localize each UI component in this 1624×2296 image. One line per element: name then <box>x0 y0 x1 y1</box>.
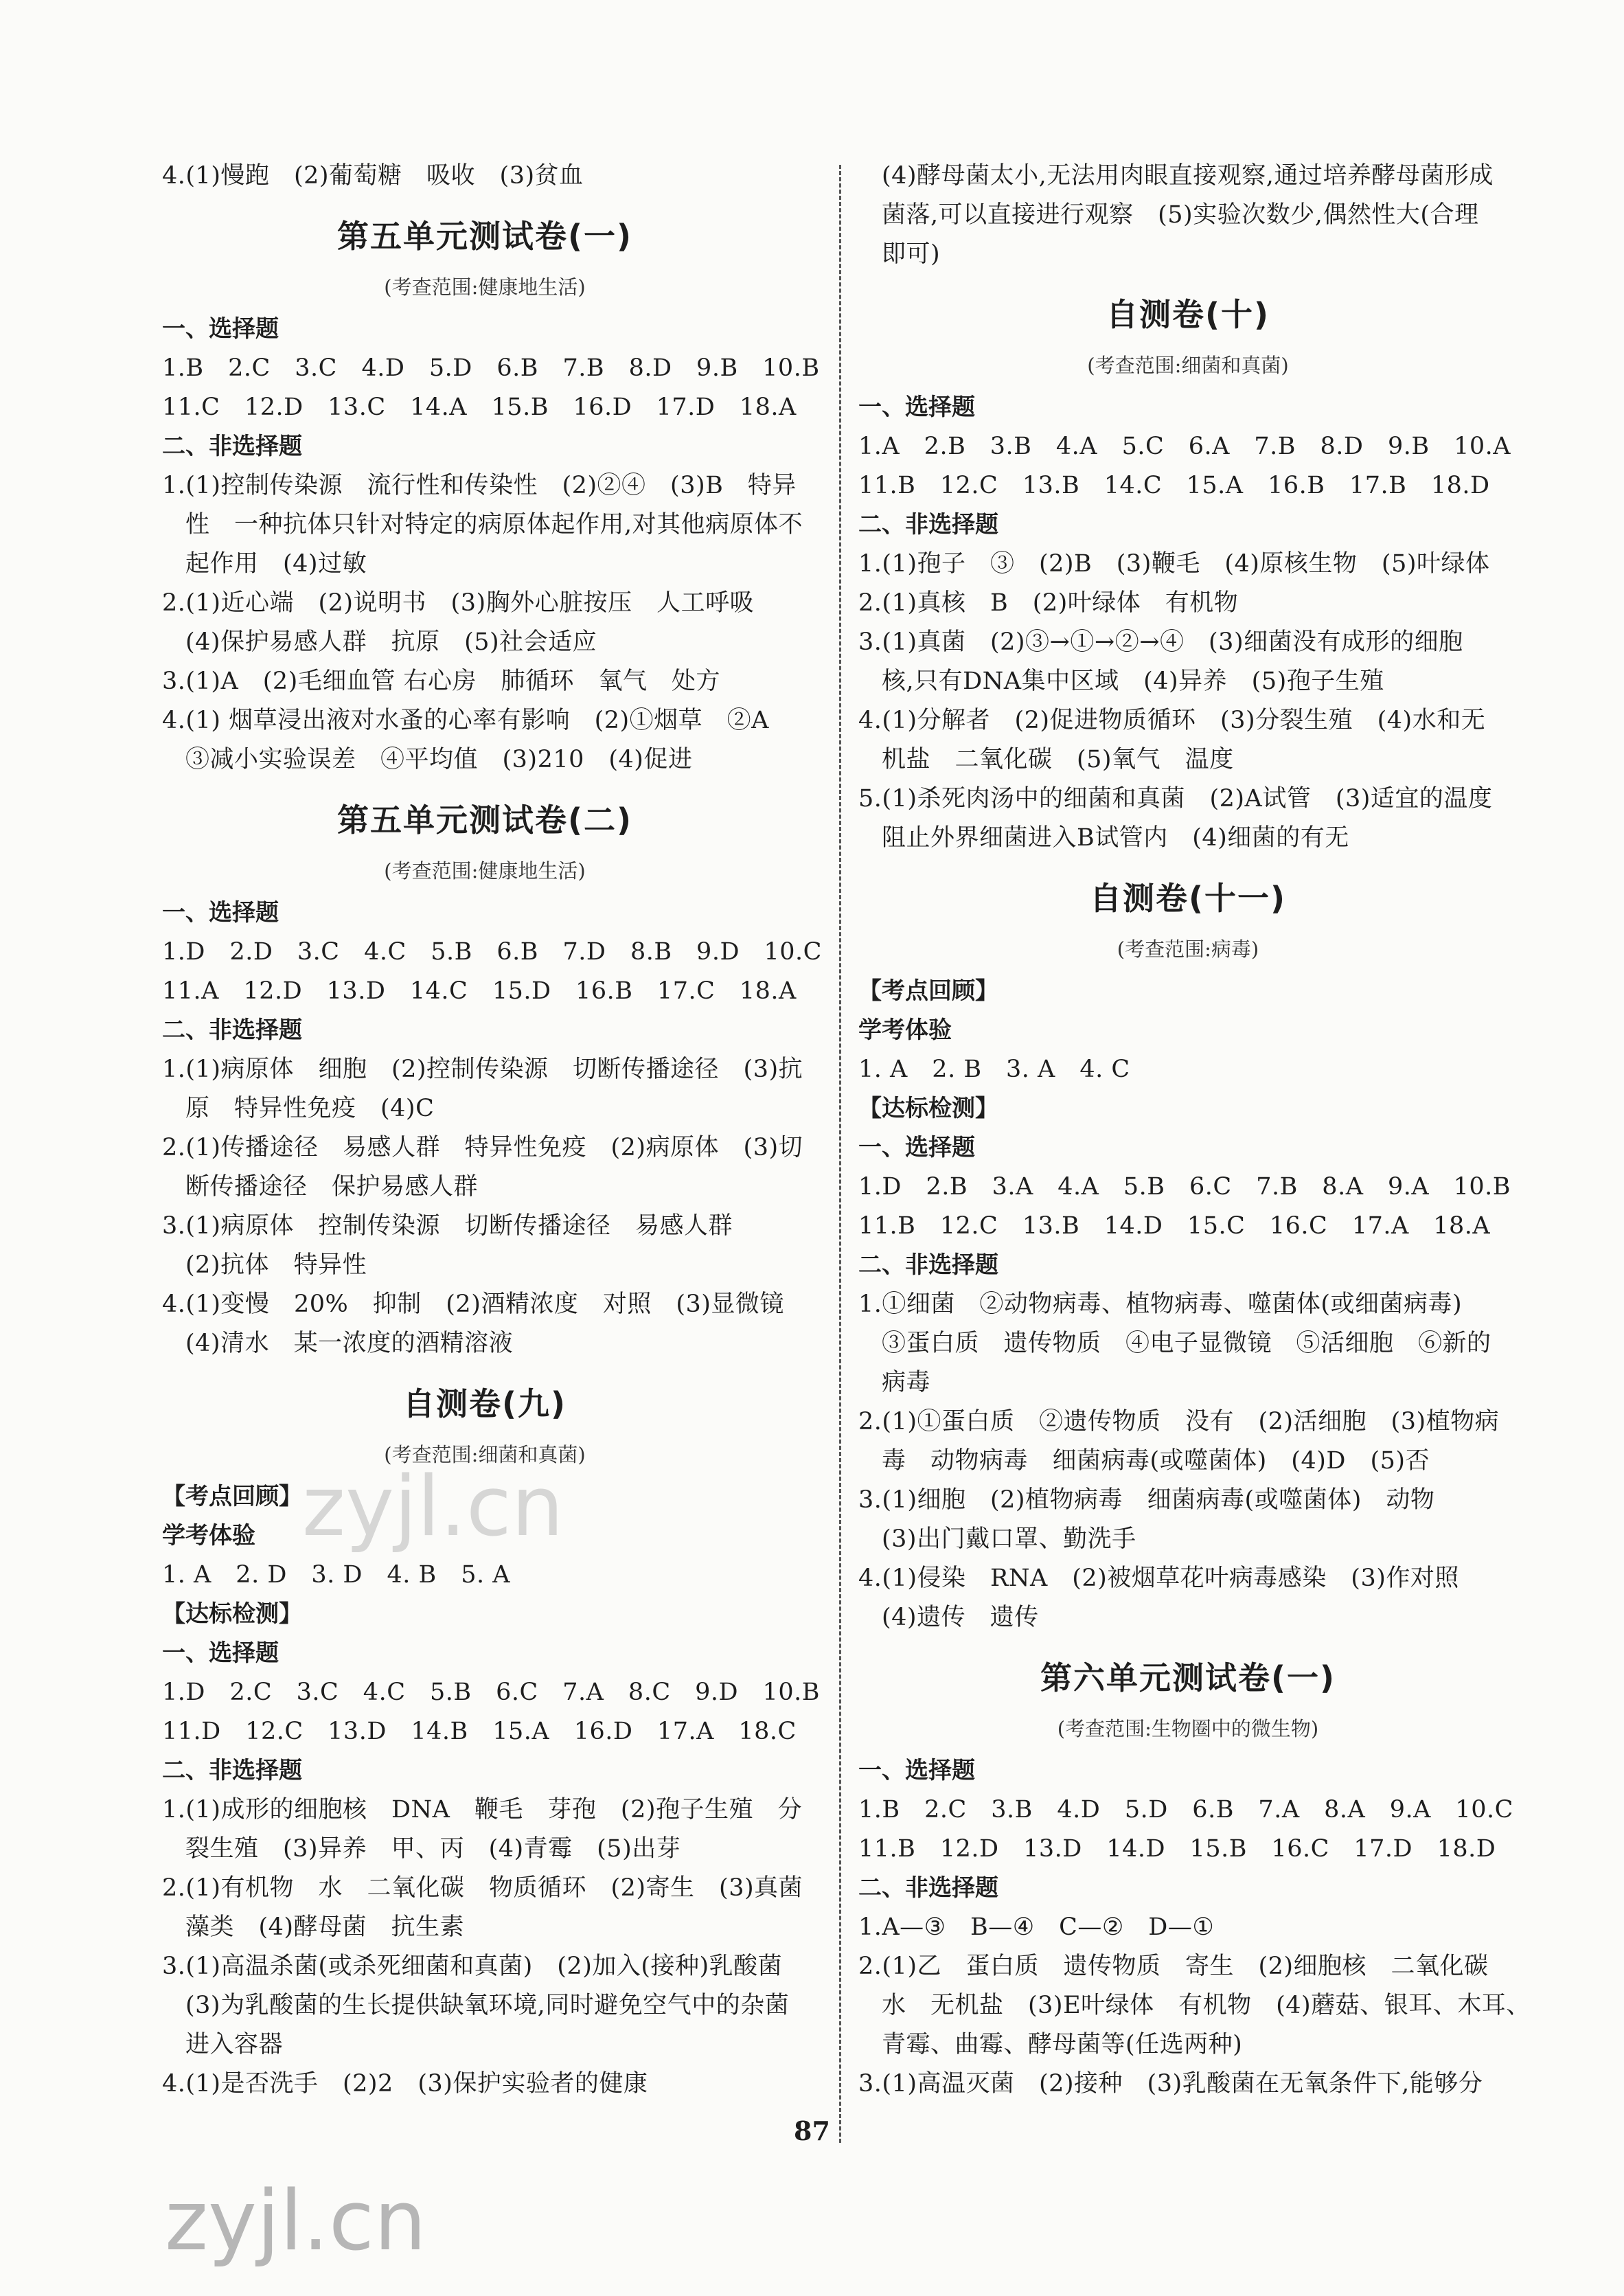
answer-line-continued: 进入容器 <box>185 2031 284 2058</box>
answer-line: 11.B 12.C 13.B 14.D 15.C 16.C 17.A 18.A <box>858 1212 1491 1240</box>
answer-line: 11.B 12.C 13.B 14.C 15.A 16.B 17.B 18.D <box>858 472 1490 499</box>
test-scope: (考查范围:健康地生活) <box>384 859 586 883</box>
answer-line-continued: ③蛋白质 遗传物质 ④电子显微镜 ⑤活细胞 ⑥新的 <box>882 1330 1491 1357</box>
section-heading: 二、非选择题 <box>162 1757 302 1784</box>
answer-line-continued: (4)保护易感人群 抗原 (5)社会适应 <box>185 628 597 656</box>
section-heading: 一、选择题 <box>162 1639 279 1667</box>
answer-line-continued: 菌落,可以直接进行观察 (5)实验次数少,偶然性大(合理 <box>882 201 1479 229</box>
answer-line: 1.D 2.B 3.A 4.A 5.B 6.C 7.B 8.A 9.A 10.B <box>858 1173 1511 1201</box>
section-heading: 二、非选择题 <box>162 1016 302 1044</box>
answer-line: 11.B 12.D 13.D 14.D 15.B 16.C 17.D 18.D <box>858 1835 1496 1863</box>
section-heading: 一、选择题 <box>858 394 975 421</box>
test-title: 自测卷(十一) <box>1089 880 1287 917</box>
answer-line-continued: 病毒 <box>882 1369 931 1396</box>
answer-line-continued: 起作用 (4)过敏 <box>185 550 367 578</box>
section-heading: 一、选择题 <box>858 1134 975 1161</box>
answer-line: 3.(1)真菌 (2)③→①→②→④ (3)细菌没有成形的细胞 <box>858 628 1463 656</box>
answer-line: 1.(1)病原体 细胞 (2)控制传染源 切断传播途径 (3)抗 <box>162 1056 803 1083</box>
answer-line: 3.(1)病原体 控制传染源 切断传播途径 易感人群 <box>162 1212 733 1240</box>
answer-line-continued: 毒 动物病毒 细菌病毒(或噬菌体) (4)D (5)否 <box>882 1447 1430 1475</box>
answer-line: 1. A 2. B 3. A 4. C <box>858 1056 1130 1083</box>
section-heading: 二、非选择题 <box>858 1251 998 1279</box>
answer-line-continued: 原 特异性免疫 (4)C <box>185 1095 435 1122</box>
section-heading: 【达标检测】 <box>858 1095 998 1122</box>
section-heading: 二、非选择题 <box>858 1874 998 1902</box>
answer-line: 1. A 2. D 3. D 4. B 5. A <box>162 1561 510 1589</box>
answer-line-continued: 机盐 二氧化碳 (5)氧气 温度 <box>882 746 1234 773</box>
answer-line-continued: (4)遗传 遗传 <box>882 1604 1039 1631</box>
section-heading: 学考体验 <box>162 1522 255 1549</box>
answer-line: 1.B 2.C 3.B 4.D 5.D 6.B 7.A 8.A 9.A 10.C <box>858 1796 1513 1823</box>
answer-line: 3.(1)高温杀菌(或杀死细菌和真菌) (2)加入(接种)乳酸菌 <box>162 1953 783 1980</box>
section-heading: 一、选择题 <box>162 899 279 927</box>
answer-line: 2.(1)有机物 水 二氧化碳 物质循环 (2)寄生 (3)真菌 <box>162 1874 803 1902</box>
answer-line-continued: (3)出门戴口罩、勤洗手 <box>882 1525 1136 1553</box>
answer-line-continued: (2)抗体 特异性 <box>185 1251 367 1279</box>
answer-line: 5.(1)杀死肉汤中的细菌和真菌 (2)A试管 (3)适宜的温度 <box>858 785 1493 812</box>
section-heading: 一、选择题 <box>858 1757 975 1784</box>
left-column <box>162 157 822 2104</box>
section-heading: 【达标检测】 <box>162 1600 302 1628</box>
answer-line: 1.B 2.C 3.C 4.D 5.D 6.B 7.B 8.D 9.B 10.B <box>162 354 820 382</box>
answer-line-continued: 性 一种抗体只针对特定的病原体起作用,对其他病原体不 <box>185 511 803 538</box>
answer-line: 1.D 2.C 3.C 4.C 5.B 6.C 7.A 8.C 9.D 10.B <box>162 1679 820 1706</box>
test-title: 第五单元测试卷(二) <box>336 802 633 839</box>
answer-line: 3.(1)高温灭菌 (2)接种 (3)乳酸菌在无氧条件下,能够分 <box>858 2070 1483 2098</box>
answer-line-continued: 阻止外界细菌进入B试管内 (4)细菌的有无 <box>882 824 1349 852</box>
test-title: 第五单元测试卷(一) <box>336 218 633 255</box>
answer-line: 2.(1)近心端 (2)说明书 (3)胸外心脏按压 人工呼吸 <box>162 589 755 617</box>
answer-line-continued: (4)清水 某一浓度的酒精溶液 <box>185 1330 514 1357</box>
answer-line: 4.(1) 烟草浸出液对水蚤的心率有影响 (2)①烟草 ②A <box>162 707 769 734</box>
test-title: 自测卷(十) <box>1106 296 1270 333</box>
answer-line: 1.(1)孢子 ③ (2)B (3)鞭毛 (4)原核生物 (5)叶绿体 <box>858 550 1490 578</box>
answer-line-continued: 水 无机盐 (3)E叶绿体 有机物 (4)蘑菇、银耳、木耳、 <box>882 1992 1531 2019</box>
answer-line: 3.(1)细胞 (2)植物病毒 细菌病毒(或噬菌体) 动物 <box>858 1486 1435 1514</box>
answer-line: 1.①细菌 ②动物病毒、植物病毒、噬菌体(或细菌病毒) <box>858 1291 1463 1318</box>
answer-line-continued: 藻类 (4)酵母菌 抗生素 <box>185 1913 465 1941</box>
answer-line: 2.(1)①蛋白质 ②遗传物质 没有 (2)活细胞 (3)植物病 <box>858 1408 1500 1435</box>
section-heading: 二、非选择题 <box>858 511 998 538</box>
answer-line: 11.C 12.D 13.C 14.A 15.B 16.D 17.D 18.A <box>162 394 797 421</box>
answer-line-continued: 青霉、曲霉、酵母菌等(任选两种) <box>882 2031 1243 2058</box>
watermark: zyjl.cn <box>165 2174 426 2269</box>
answer-line: 1.A 2.B 3.B 4.A 5.C 6.A 7.B 8.D 9.B 10.A <box>858 433 1511 460</box>
answer-line-continued: 断传播途径 保护易感人群 <box>185 1173 479 1201</box>
section-heading: 学考体验 <box>858 1016 952 1044</box>
answer-line-continued: (3)为乳酸菌的生长提供缺氧环境,同时避免空气中的杂菌 <box>185 1992 790 2019</box>
answer-line: 1.D 2.D 3.C 4.C 5.B 6.B 7.D 8.B 9.D 10.C <box>162 938 822 966</box>
watermark: zyjl.cn <box>302 1459 564 1555</box>
answer-line: 11.D 12.C 13.D 14.B 15.A 16.D 17.A 18.C <box>162 1718 797 1745</box>
section-heading: 一、选择题 <box>162 315 279 343</box>
answer-line-continued: 即可) <box>882 240 941 268</box>
test-scope: (考查范围:生物圈中的微生物) <box>1057 1717 1319 1740</box>
answer-line: 11.A 12.D 13.D 14.C 15.D 16.B 17.C 18.A <box>162 977 797 1005</box>
answer-line: 4.(1)是否洗手 (2)2 (3)保护实验者的健康 <box>162 2070 648 2098</box>
answer-line: 2.(1)真核 B (2)叶绿体 有机物 <box>858 589 1239 617</box>
answer-line: 1.A—③ B—④ C—② D—① <box>858 1913 1215 1941</box>
test-scope: (考查范围:细菌和真菌) <box>1087 354 1289 377</box>
answer-line: 1.(1)控制传染源 流行性和传染性 (2)②④ (3)B 特异 <box>162 472 797 499</box>
section-heading: 【考点回顾】 <box>162 1483 302 1510</box>
answer-line: 2.(1)传播途径 易感人群 特异性免疫 (2)病原体 (3)切 <box>162 1134 803 1161</box>
test-scope: (考查范围:健康地生活) <box>384 275 586 299</box>
answer-line-continued: 核,只有DNA集中区域 (4)异养 (5)孢子生殖 <box>882 668 1384 695</box>
answer-line-continued: 裂生殖 (3)异养 甲、丙 (4)青霉 (5)出芽 <box>185 1835 681 1863</box>
test-title: 自测卷(九) <box>402 1385 567 1422</box>
answer-line-continued: (4)酵母菌太小,无法用肉眼直接观察,通过培养酵母菌形成 <box>882 162 1494 190</box>
test-title: 第六单元测试卷(一) <box>1040 1659 1336 1696</box>
answer-line: 3.(1)A (2)毛细血管 右心房 肺循环 氧气 处方 <box>162 668 720 695</box>
section-heading: 【考点回顾】 <box>858 977 998 1005</box>
right-column <box>858 157 1531 2104</box>
answer-line: 4.(1)侵染 RNA (2)被烟草花叶病毒感染 (3)作对照 <box>858 1565 1459 1592</box>
column-divider <box>839 165 841 2143</box>
answer-line: 4.(1)分解者 (2)促进物质循环 (3)分裂生殖 (4)水和无 <box>858 707 1486 734</box>
section-heading: 二、非选择题 <box>162 433 302 460</box>
page-number: 87 <box>794 2115 830 2146</box>
answer-line: 2.(1)乙 蛋白质 遗传物质 寄生 (2)细胞核 二氧化碳 <box>858 1953 1489 1980</box>
answer-line: 4.(1)变慢 20% 抑制 (2)酒精浓度 对照 (3)显微镜 <box>162 1291 784 1318</box>
answer-line: 4.(1)慢跑 (2)葡萄糖 吸收 (3)贫血 <box>162 162 584 190</box>
test-scope: (考查范围:病毒) <box>1117 937 1259 961</box>
answer-line-continued: ③减小实验误差 ④平均值 (3)210 (4)促进 <box>185 746 693 773</box>
answer-line: 1.(1)成形的细胞核 DNA 鞭毛 芽孢 (2)孢子生殖 分 <box>162 1796 803 1823</box>
test-scope: (考查范围:细菌和真菌) <box>384 1443 586 1466</box>
